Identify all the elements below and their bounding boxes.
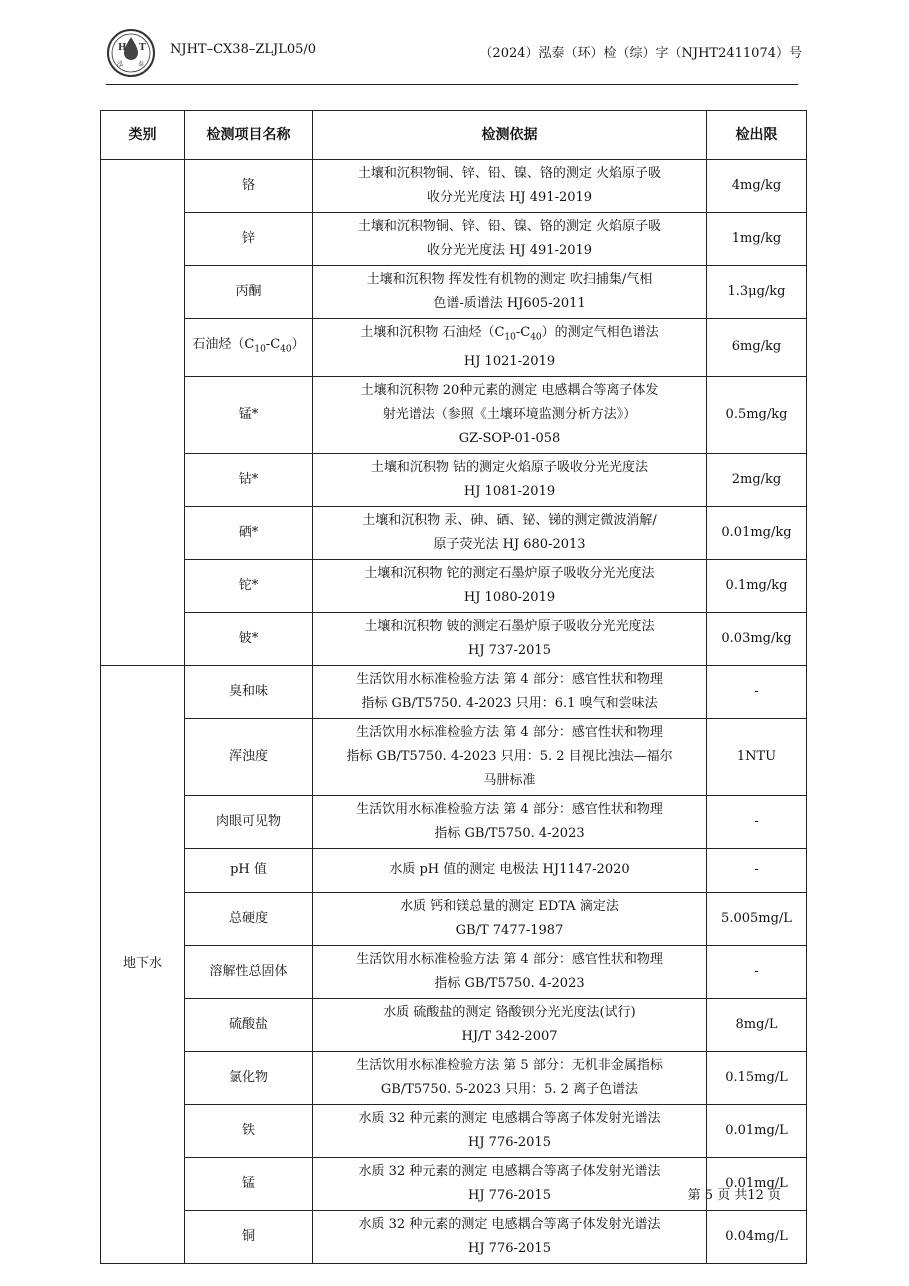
item-name-cell: 浑浊度 [185,718,313,795]
report-number: （2024）泓泰（环）检（综）字（NJHT2411074）号 [479,46,802,61]
svg-text:H: H [118,43,127,53]
table-header-row [101,111,807,160]
table-row [101,1104,807,1157]
table-row [101,795,807,848]
item-name-cell: pH 值 [185,848,313,892]
item-name-cell: 钴* [185,453,313,506]
table-row [101,1210,807,1263]
limit-cell: 0.01mg/L [707,1104,807,1157]
basis-cell: 土壤和沉积物铜、锌、铅、镍、铬的测定 火焰原子吸 收分光光度法 HJ 491-2019 [313,213,707,266]
limit-cell: - [707,795,807,848]
svg-text:泰: 泰 [138,61,145,68]
category-cell-groundwater: 地下水 [101,665,185,1263]
item-name-cell: 铬 [185,160,313,213]
page-number: 第 5 页 共12 页 [687,1188,781,1203]
basis-cell: 土壤和沉积物 20种元素的测定 电感耦合等离子体发 射光谱法（参照《土壤环境监测分析方法》） GZ-SOP-01-058 [313,376,707,453]
item-name-cell: 铍* [185,612,313,665]
limit-cell: 0.01mg/L [707,1157,807,1210]
basis-cell: 水质 32 种元素的测定 电感耦合等离子体发射光谱法 HJ 776-2015 [313,1104,707,1157]
limit-cell: 0.1mg/kg [707,559,807,612]
limit-cell: 0.01mg/kg [707,506,807,559]
svg-text:T: T [139,43,146,53]
item-name-cell: 硒* [185,506,313,559]
detection-methods-table [100,110,807,1264]
table-row [101,945,807,998]
item-name-cell: 锌 [185,213,313,266]
page-header [100,28,806,80]
table-row [101,1051,807,1104]
table-row [101,612,807,665]
table-row [101,453,807,506]
company-logo [106,28,156,78]
header-divider [106,84,798,85]
table-row [101,718,807,795]
table-row [101,998,807,1051]
header-item-name: 检测项目名称 [185,111,313,160]
item-name-cell: 丙酮 [185,266,313,319]
table-row [101,559,807,612]
header-limit: 检出限 [707,111,807,160]
table-row [101,892,807,945]
basis-cell: 生活饮用水标准检验方法 第 4 部分：感官性状和物理 指标 GB/T5750. 4-2023 [313,945,707,998]
limit-cell: 0.15mg/L [707,1051,807,1104]
basis-cell: 土壤和沉积物 挥发性有机物的测定 吹扫捕集/气相 色谱-质谱法 HJ605-2011 [313,266,707,319]
item-name-cell: 氯化物 [185,1051,313,1104]
limit-cell: 1mg/kg [707,213,807,266]
limit-cell: - [707,665,807,718]
basis-cell: 土壤和沉积物 石油烃$(C_{10}-C_{40})$的测定气相色谱法 HJ 1021-2019 [313,319,707,377]
item-name-cell: 总硬度 [185,892,313,945]
limit-cell: 0.03mg/kg [707,612,807,665]
item-name-cell: 铁 [185,1104,313,1157]
limit-cell: - [707,945,807,998]
basis-cell: 水质 32 种元素的测定 电感耦合等离子体发射光谱法 HJ 776-2015 [313,1157,707,1210]
item-name-cell: 石油烃$(C_{10}-C_{40})$ [185,319,313,377]
basis-cell: 水质 32 种元素的测定 电感耦合等离子体发射光谱法 HJ 776-2015 [313,1210,707,1263]
limit-cell: 5.005mg/L [707,892,807,945]
limit-cell: 1.3μg/kg [707,266,807,319]
basis-cell: 生活饮用水标准检验方法 第 4 部分：感官性状和物理 指标 GB/T5750. 4-2023 [313,795,707,848]
limit-cell: 0.5mg/kg [707,376,807,453]
basis-cell: 生活饮用水标准检验方法 第 4 部分：感官性状和物理 指标 GB/T5750. 4-2023 只用：6.1 嗅气和尝味法 [313,665,707,718]
basis-cell: 土壤和沉积物 铊的测定石墨炉原子吸收分光光度法 HJ 1080-2019 [313,559,707,612]
basis-cell: 水质 钙和镁总量的测定 EDTA 滴定法 GB/T 7477-1987 [313,892,707,945]
basis-cell: 土壤和沉积物铜、锌、铅、镍、铬的测定 火焰原子吸 收分光光度法 HJ 491-2019 [313,160,707,213]
item-name-cell: 铊* [185,559,313,612]
limit-cell: 1NTU [707,718,807,795]
table-row [101,266,807,319]
table-row [101,506,807,559]
header-category: 类别 [101,111,185,160]
limit-cell: 0.04mg/L [707,1210,807,1263]
item-name-cell: 锰 [185,1157,313,1210]
limit-cell: 2mg/kg [707,453,807,506]
basis-cell: 土壤和沉积物 钴的测定火焰原子吸收分光光度法 HJ 1081-2019 [313,453,707,506]
basis-cell: 水质 pH 值的测定 电极法 HJ1147-2020 [313,848,707,892]
basis-cell: 土壤和沉积物 汞、砷、硒、铋、锑的测定微波消解/ 原子荧光法 HJ 680-2013 [313,506,707,559]
table-body [101,160,807,1264]
table-row [101,376,807,453]
table-row [101,160,807,213]
limit-cell: - [707,848,807,892]
item-name-cell: 铜 [185,1210,313,1263]
basis-cell: 生活饮用水标准检验方法 第 4 部分：感官性状和物理 指标 GB/T5750. 4-2023 只用：5. 2 目视比浊法—福尔 马肼标准 [313,718,707,795]
table-row [101,213,807,266]
table-row [101,319,807,377]
basis-cell: 生活饮用水标准检验方法 第 5 部分：无机非金属指标 GB/T5750. 5-2023 只用：5. 2 离子色谱法 [313,1051,707,1104]
document-code: NJHT–CX38–ZLJL05/0 [170,42,317,57]
table-row [101,665,807,718]
limit-cell: 6mg/kg [707,319,807,377]
item-name-cell: 硫酸盐 [185,998,313,1051]
svg-text:泓: 泓 [117,61,124,68]
item-name-cell: 肉眼可见物 [185,795,313,848]
limit-cell: 4mg/kg [707,160,807,213]
header-basis: 检测依据 [313,111,707,160]
item-name-cell: 溶解性总固体 [185,945,313,998]
category-cell-soil [101,160,185,666]
item-name-cell: 锰* [185,376,313,453]
limit-cell: 8mg/L [707,998,807,1051]
item-name-cell: 臭和味 [185,665,313,718]
basis-cell: 土壤和沉积物 铍的测定石墨炉原子吸收分光光度法 HJ 737-2015 [313,612,707,665]
basis-cell: 水质 硫酸盐的测定 铬酸钡分光光度法(试行) HJ/T 342-2007 [313,998,707,1051]
table-row [101,848,807,892]
